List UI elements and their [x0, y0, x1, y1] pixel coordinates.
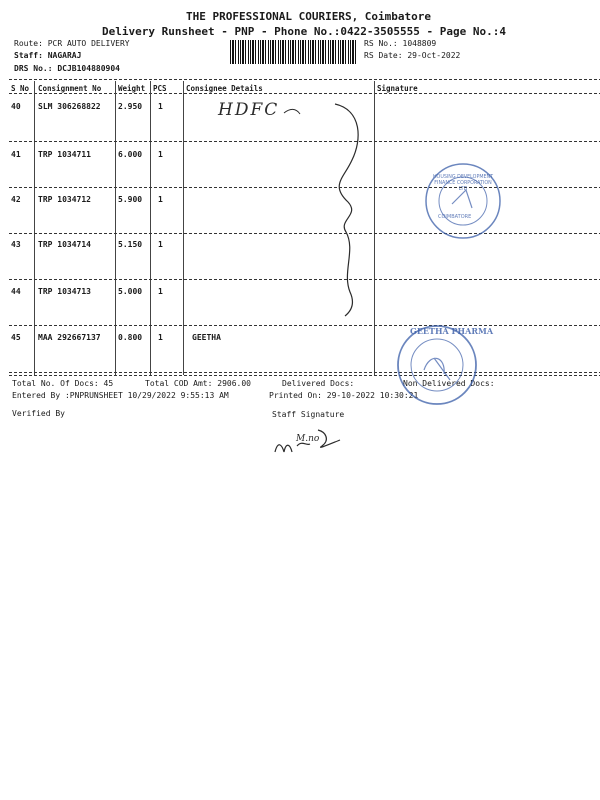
staff-label: Staff: NAGARAJ [14, 51, 82, 60]
delivered-docs: Delivered Docs: [282, 379, 355, 388]
route-label: Route: PCR AUTO DELIVERY [14, 39, 130, 48]
table-row-consignment: TRP 1034712 [38, 195, 91, 204]
col-header-sno: S No [11, 84, 30, 93]
table-row-consignment: TRP 1034714 [38, 240, 91, 249]
table-row-weight: 5.900 [118, 195, 143, 204]
table-row-sno: 41 [11, 150, 21, 159]
table-row-consignment: TRP 1034711 [38, 150, 91, 159]
verified-by: Verified By [12, 409, 65, 418]
consignee-name: GEETHA [192, 333, 221, 342]
table-row-pcs: 1 [158, 287, 163, 296]
col-header-consignment: Consignment No [38, 84, 102, 93]
table-row-consignment: TRP 1034713 [38, 287, 91, 296]
total-cod: Total COD Amt: 2906.00 [145, 379, 251, 388]
table-row-pcs: 1 [158, 240, 163, 249]
table-row-sno: 44 [11, 287, 21, 296]
drs-number: DRS No.: DCJB104880904 [14, 64, 120, 73]
table-row-weight: 6.000 [118, 150, 143, 159]
col-header-signature: Signature [377, 84, 418, 93]
table-row-sno: 43 [11, 240, 21, 249]
table-row-sno: 40 [11, 102, 21, 111]
total-docs: Total No. Of Docs: 45 [12, 379, 114, 388]
table-row-sno: 45 [11, 333, 21, 342]
table-row-pcs: 1 [158, 195, 163, 204]
table-row-pcs: 1 [158, 150, 163, 159]
rs-number: RS No.: 1048809 [364, 39, 437, 48]
table-row-sno: 42 [11, 195, 21, 204]
table-row-weight: 2.950 [118, 102, 143, 111]
table-row-pcs: 1 [158, 333, 163, 342]
runsheet-subtitle: Delivery Runsheet - PNP - Phone No.:0422-3505555 - Page No.:4 [102, 25, 506, 38]
printed-on: Printed On: 29-10-2022 10:30:21 [269, 391, 419, 400]
col-header-consignee: Consignee Details [186, 84, 263, 93]
non-delivered-docs: Non Delivered Docs: [403, 379, 495, 388]
entered-by: Entered By :PNPRUNSHEET 10/29/2022 9:55:13 AM [12, 391, 229, 400]
table-row-consignment: MAA 292667137 [38, 333, 101, 342]
col-header-weight: Weight [118, 84, 146, 93]
staff-signature-label: Staff Signature [272, 410, 345, 419]
table-row-pcs: 1 [158, 102, 163, 111]
table-row-weight: 5.150 [118, 240, 143, 249]
handwritten-hdfc: HDFC [218, 100, 280, 120]
table-row-weight: 0.800 [118, 333, 143, 342]
hdfc-stamp [422, 160, 504, 242]
handwritten-sign: M.no [296, 434, 320, 444]
col-header-pcs: PCS [153, 84, 167, 93]
geetha-stamp-text: GEETHA PHARMA [410, 326, 494, 336]
hdfc-stamp-text: HOUSING DEVELOPMENT FINANCE CORPORATION LTD [432, 175, 494, 192]
hdfc-stamp-city: COIMBATORE [438, 214, 472, 220]
table-row-consignment: SLM 306268822 [38, 102, 101, 111]
rs-date: RS Date: 29-Oct-2022 [364, 51, 461, 60]
company-title: THE PROFESSIONAL COURIERS, Coimbatore [186, 10, 432, 23]
table-row-weight: 5.000 [118, 287, 143, 296]
